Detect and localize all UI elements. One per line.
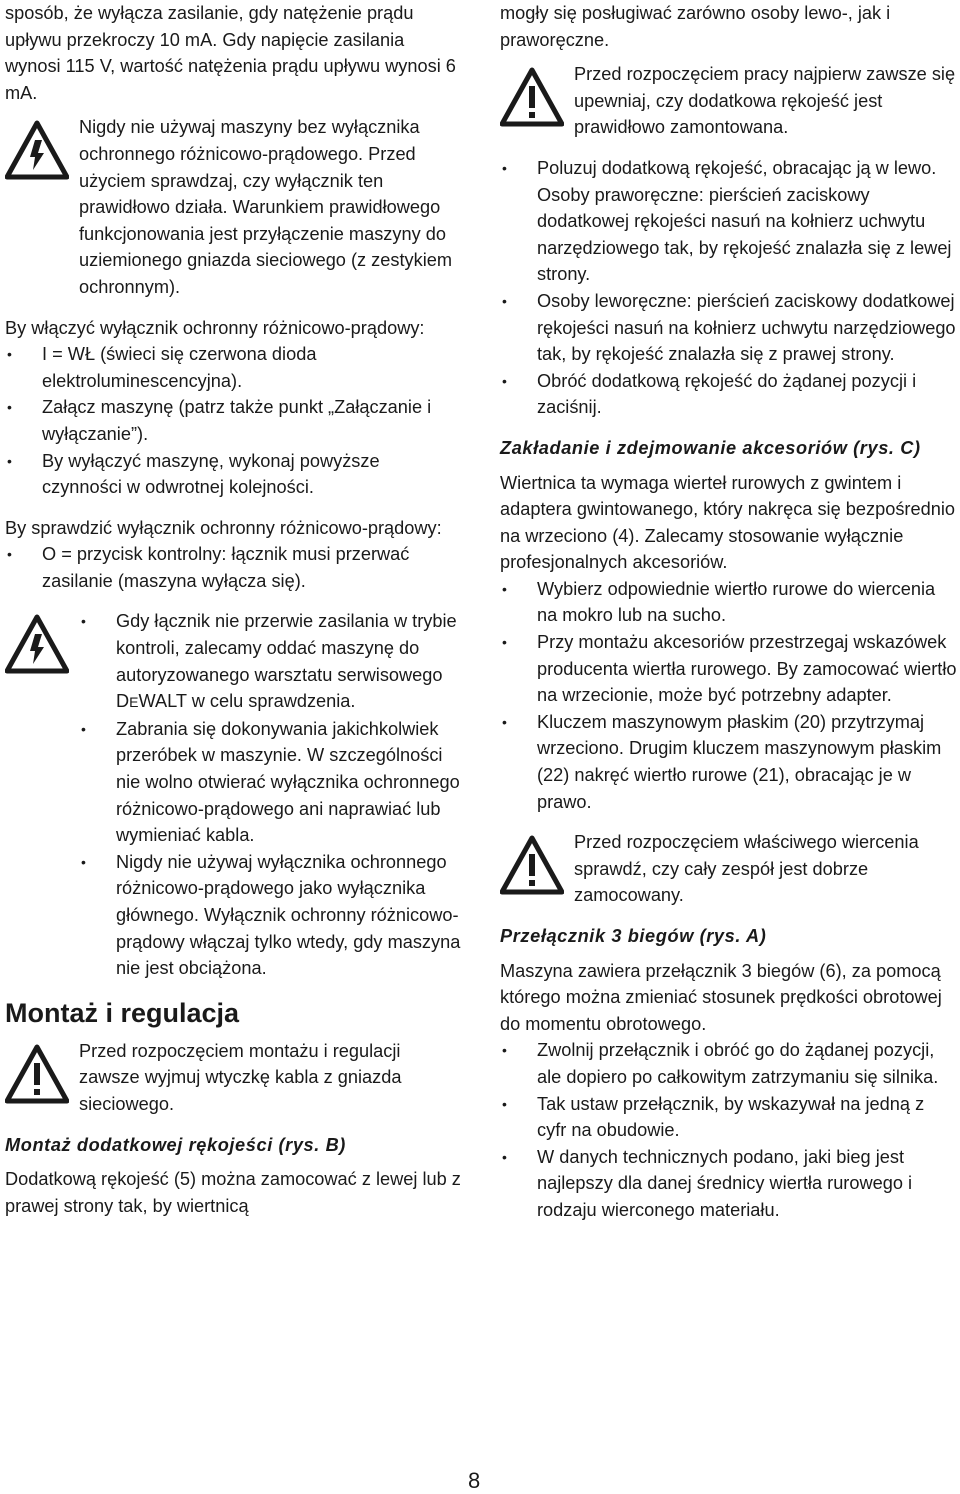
warning-text: Przed rozpoczęciem właściwego wiercenia sprawdź, czy cały zespół jest dobrze zamocowany. xyxy=(574,832,919,906)
list-item: • Poluzuj dodatkową rękojeść, obracając ją w lewo. Osoby praworęczne: pierścień zaciskowy dodatkowej rękojeści nasuń na kołnierz uchwytu narzędziowego tak, by rękojeść znalazła się z lewej strony. xyxy=(500,155,958,288)
page-number: 8 xyxy=(468,1468,481,1493)
exclamation-warning-icon xyxy=(500,61,574,135)
warning-block-general-1 xyxy=(5,1038,463,1118)
list-item: • Przy montażu akcesoriów przestrzegaj wskazówek producenta wiertła rurowego. By zamocować wiertło na wrzecionie, może być potrzebny adapter. xyxy=(500,629,958,709)
handle-steps-list xyxy=(500,155,958,421)
enable-steps-list xyxy=(5,341,463,501)
electric-shock-warning-icon xyxy=(5,608,79,682)
subsection-title: Montaż dodatkowej rękojeści (rys. B) xyxy=(5,1134,346,1155)
paragraph: mogły się posługiwać zarówno osoby lewo-, jak i praworęczne. xyxy=(500,3,891,50)
list-item: • Kluczem maszynowym płaskim (20) przytrzymaj wrzeciono. Drugim kluczem maszynowym płaskim (22) nakręć wiertło rurowe (21), obracając je w prawo. xyxy=(500,709,958,815)
list-item: • Obróć dodatkową rękojeść do żądanej pozycji i zaciśnij. xyxy=(500,368,958,421)
list-item: • Załącz maszynę (patrz także punkt „Załączanie i wyłączanie”). xyxy=(5,394,463,447)
subsection-title: Zakładanie i zdejmowanie akcesoriów (rys. C) xyxy=(500,437,921,458)
warning-text: Przed rozpoczęciem montażu i regulacji zawsze wyjmuj wtyczkę kabla z gniazda sieciowego. xyxy=(79,1040,402,1114)
gear-steps-list xyxy=(500,1037,958,1223)
warning-text: Przed rozpoczęciem pracy najpierw zawsze się upewniaj, czy dodatkowa rękojeść jest prawidłowo zamontowana. xyxy=(574,64,956,138)
warning-block-general-3 xyxy=(500,829,958,909)
subsection-title: Przełącznik 3 biegów (rys. A) xyxy=(500,926,767,946)
list-item: • Wybierz odpowiednie wiertło rurowe do wiercenia na mokro lub na sucho. xyxy=(500,576,958,629)
paragraph: Maszyna zawiera przełącznik 3 biegów (6), za pomocą którego można zmieniać stosunek prędkości obrotowej do momentu obrotowego. xyxy=(500,960,942,1034)
list-item: • Osoby leworęczne: pierścień zaciskowy dodatkowej rękojeści nasuń na kołnierz uchwytu narzędziowego tak, by rękojeść znalazła się z prawej strony. xyxy=(500,288,958,368)
check-steps-list xyxy=(5,541,463,594)
warning-block-general-2 xyxy=(500,61,958,141)
right-column xyxy=(500,0,958,1224)
accessory-steps-list xyxy=(500,576,958,815)
warning-block-electric-1 xyxy=(5,114,463,300)
enable-intro: By włączyć wyłącznik ochronny różnicowo-prądowy: xyxy=(5,317,425,338)
paragraph: Wiertnica ta wymaga wierteł rurowych z gwintem i adaptera gwintowanego, który nakręca się bezpośrednio na wrzeciono (4). Zalecamy stosowanie wyłącznie profesjonalnych akcesoriów. xyxy=(500,472,955,573)
list-item: • I = WŁ (świeci się czerwona dioda elektroluminescencyjna). xyxy=(5,341,463,394)
warning-block-electric-2 xyxy=(5,608,463,981)
list-item: • Zabrania się dokonywania jakichkolwiek przeróbek w maszynie. W szczególności nie wolno otwierać wyłącznika ochronnego różnicowo-prądowego ani naprawiać lub wymieniać kabla. xyxy=(79,716,463,849)
electric-shock-warning-icon xyxy=(5,114,79,188)
exclamation-warning-icon xyxy=(500,829,574,903)
check-intro: By sprawdzić wyłącznik ochronny różnicowo-prądowy: xyxy=(5,517,442,538)
list-item: • Nigdy nie używaj wyłącznika ochronnego różnicowo-prądowego jako wyłącznika głównego. Wyłącznik ochronny różnicowo-prądowy włączaj tylko wtedy, gdy maszyna nie jest obciążona. xyxy=(79,849,463,982)
list-item: • Zwolnij przełącznik i obróć go do żądanej pozycji, ale dopiero po całkowitym zatrzymaniu się silnika. xyxy=(500,1037,958,1090)
warning-text: Nigdy nie używaj maszyny bez wyłącznika ochronnego różnicowo-prądowego. Przed użyciem sprawdzaj, czy wyłącznik ten prawidłowo działa. Warunkiem prawidłowego funkcjonowania jest przyłączenie maszyny do uziemionego gniazda sieciowego (z zestykiem ochronnym). xyxy=(79,117,453,297)
warning-list xyxy=(79,608,463,981)
list-item: • O = przycisk kontrolny: łącznik musi przerwać zasilanie (maszyna wyłącza się). xyxy=(5,541,463,594)
section-title: Montaż i regulacja xyxy=(5,997,240,1028)
list-item: • Gdy łącznik nie przerwie zasilania w trybie kontroli, zalecamy oddać maszynę do autoryzowanego warsztatu serwisowego DEWALT w celu sprawdzenia. xyxy=(79,608,463,715)
list-item: • Tak ustaw przełącznik, by wskazywał na jedną z cyfr na obudowie. xyxy=(500,1091,958,1144)
paragraph: Dodatkową rękojeść (5) można zamocować z lewej lub z prawej strony tak, by wiertnicą xyxy=(5,1169,461,1216)
exclamation-warning-icon xyxy=(5,1038,79,1112)
left-column xyxy=(5,0,463,1219)
list-item: • W danych technicznych podano, jaki bieg jest najlepszy dla danej średnicy wiertła rurowego i rodzaju wierconego materiału. xyxy=(500,1144,958,1224)
intro-paragraph: sposób, że wyłącza zasilanie, gdy natężenie prądu upływu przekroczy 10 mA. Gdy napięcie zasilania wynosi 115 V, wartość natężenia prądu upływu wynosi 6 mA. xyxy=(5,3,456,103)
list-item: • By wyłączyć maszynę, wykonaj powyższe czynności w odwrotnej kolejności. xyxy=(5,448,463,501)
